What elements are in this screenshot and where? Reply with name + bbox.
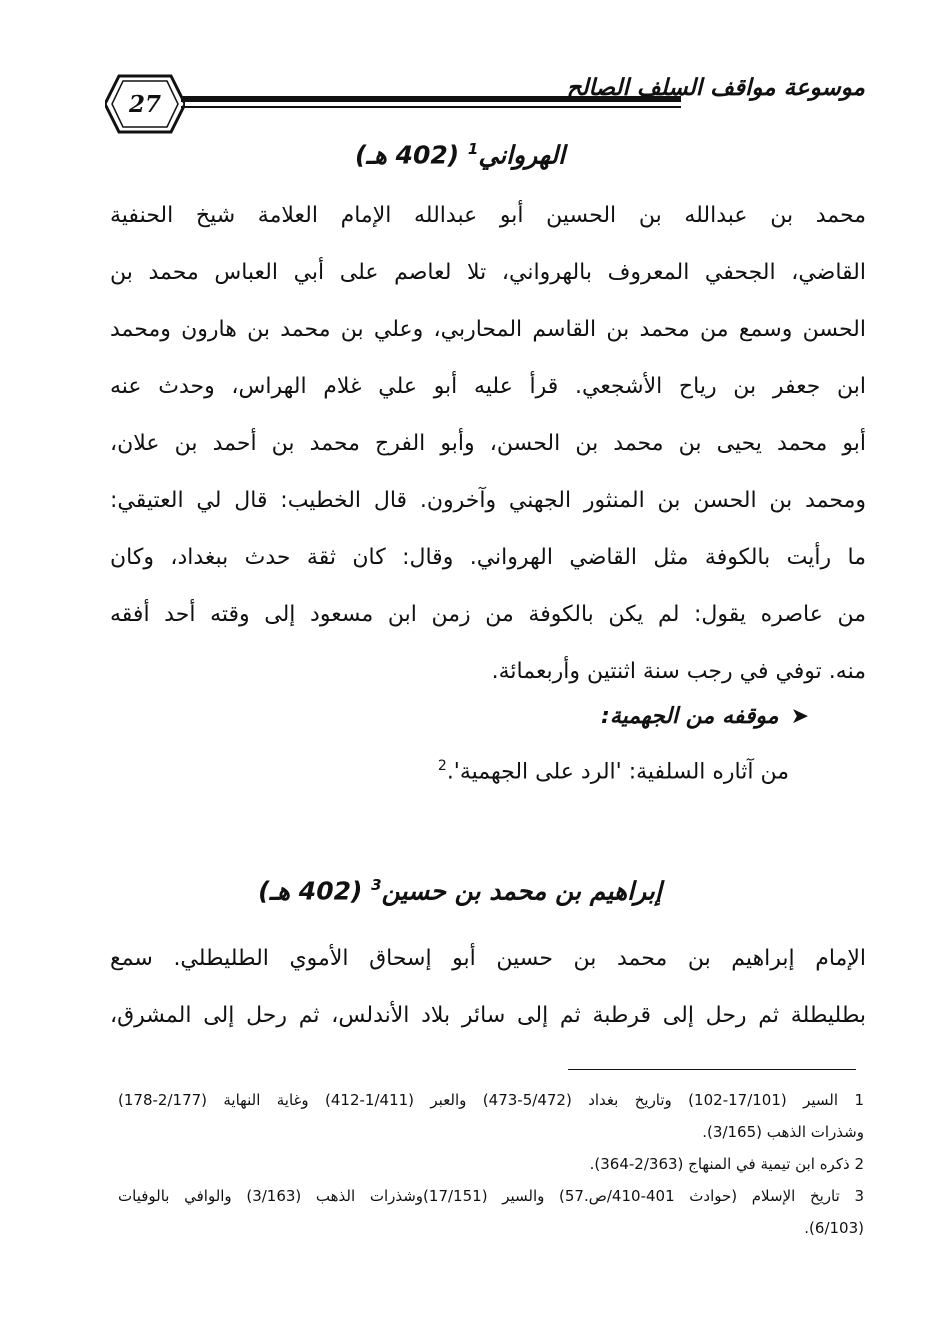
series-title: موسوعة مواقف السلف الصالح — [566, 74, 865, 101]
footnote-text: ذكره ابن تيمية في المنهاج (2/363-364). — [589, 1155, 850, 1173]
arrow-bullet-icon: ➤ — [790, 704, 809, 729]
position-heading — [601, 704, 809, 729]
footnote-text: تاريخ الإسلام (حوادث 401-410/ص.57) والسير (17/151)وشذرات الذهب (3/163) والوافي بالوفيات — [118, 1187, 840, 1205]
entry-date: (402 هـ) — [258, 876, 363, 906]
page-number: 27 — [128, 90, 161, 118]
footnote-number: 2 — [854, 1155, 864, 1173]
entry-body-2 — [110, 930, 866, 1044]
text-line: منه. توفي في رجب سنة اثنتين وأربعمائة. — [491, 659, 866, 684]
text-line: ما رأيت بالكوفة مثل القاضي الهرواني. وقال: كان ثقة حدث ببغداد، وكان — [110, 545, 866, 570]
entry-date: (402 هـ) — [354, 140, 460, 170]
position-heading-text: موقفه من الجهمية: — [601, 704, 779, 729]
footnote-2 — [118, 1148, 864, 1180]
footnote-3-cont: (6/103). — [804, 1219, 864, 1237]
header-rule-thin — [181, 106, 681, 108]
text-line: بطليطلة ثم رحل إلى قرطبة ثم إلى سائر بلاد الأندلس، ثم رحل إلى المشرق، — [110, 1003, 866, 1028]
footnote-ref: 2 — [437, 758, 447, 774]
footnote-ref: 3 — [371, 876, 382, 894]
footnote-divider — [568, 1069, 856, 1070]
entry-title: إبراهيم بن محمد بن حسين — [381, 876, 662, 906]
text-line: من عاصره يقول: لم يكن بالكوفة من زمن ابن مسعود إلى وقته أحد أفقه — [110, 602, 866, 627]
entry-heading-1 — [260, 140, 660, 169]
footnote-ref: 1 — [467, 140, 479, 158]
entry-heading-2 — [240, 876, 680, 905]
text-line: ومحمد بن الحسن بن المنثور الجهني وآخرون. قال الخطيب: قال لي العتيقي: — [110, 488, 866, 513]
footnote-3 — [118, 1180, 864, 1212]
entry-body-1 — [110, 187, 866, 700]
text-line: الحسن وسمع من محمد بن القاسم المحاربي، وعلي بن محمد بن هارون ومحمد — [110, 317, 866, 342]
text-line: ابن جعفر بن رياح الأشجعي. قرأ عليه أبو علي غلام الهراس، وحدث عنه — [110, 374, 866, 399]
footnote-1 — [118, 1084, 864, 1116]
text-line: القاضي، الجحفي المعروف بالهرواني، تلا لعاصم على أبي العباس محمد بن — [110, 260, 866, 285]
page-header — [95, 68, 865, 138]
footnotes — [118, 1084, 864, 1244]
footnote-1-cont: وشذرات الذهب (3/165). — [702, 1123, 864, 1141]
text-line: أبو محمد يحيى بن محمد بن الحسن، وأبو الفرج محمد بن أحمد بن علان، — [110, 431, 866, 456]
entry-title: الهرواني — [478, 140, 566, 170]
text-line: محمد بن عبدالله بن الحسين أبو عبدالله الإمام العلامة شيخ الحنفية — [110, 203, 866, 228]
text-line: الإمام إبراهيم بن محمد بن حسين أبو إسحاق الأموي الطليطلي. سمع — [110, 946, 866, 971]
footnote-number: 3 — [854, 1187, 864, 1205]
footnote-text: السير (17/101-102) وتاريخ بغداد (5/472-473) والعبر (1/411-412) وغاية النهاية (2/177-178) — [118, 1091, 839, 1109]
works-text: من آثاره السلفية: 'الرد على الجهمية'. — [446, 759, 789, 785]
works-line — [438, 758, 789, 784]
footnote-number: 1 — [854, 1091, 864, 1109]
